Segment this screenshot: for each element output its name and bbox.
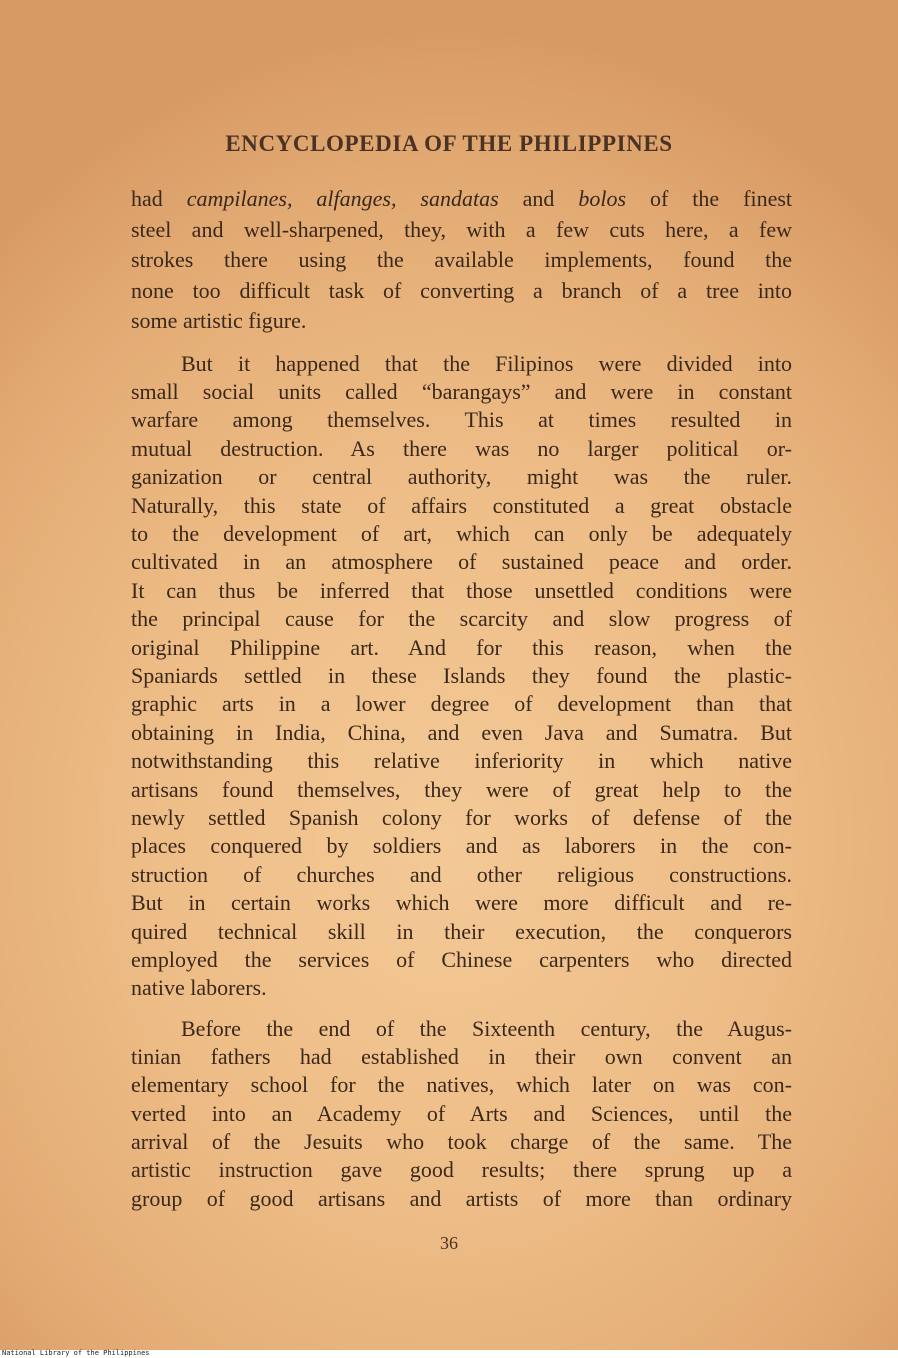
page-number: 36 [440, 1233, 458, 1253]
text-line: strokes there using the available implements, found the [131, 247, 792, 272]
paragraph-1 [131, 184, 792, 337]
text-line: graphic arts in a lower degree of development than that [131, 691, 792, 717]
text-line: But in certain works which were more difficult and re- [131, 890, 792, 916]
paragraph-2 [131, 350, 792, 1003]
text-line: notwithstanding this relative inferiority in which native [131, 748, 792, 774]
text-line: Before the end of the Sixteenth century, the Augus- [181, 1015, 792, 1041]
text-line: verted into an Academy of Arts and Sciences, until the [131, 1100, 792, 1126]
text-line: places conquered by soldiers and as laborers in the con- [131, 833, 792, 859]
text-line: Spaniards settled in these Islands they found the plastic- [131, 662, 792, 688]
text-line: elementary school for the natives, which later on was con- [131, 1072, 792, 1098]
running-head: ENCYCLOPEDIA OF THE PHILIPPINES [225, 131, 673, 156]
text-line: struction of churches and other religious constructions. [131, 861, 792, 887]
italic-bolos: bolos [578, 186, 627, 211]
text-line: cultivated in an atmosphere of sustained peace and order. [131, 549, 792, 575]
text-line: artistic instruction gave good results; there sprung up a [131, 1157, 792, 1183]
paragraph-1-line-1: had campilanes, alfanges, sandatas and bolos of the finest [131, 186, 793, 211]
paragraph-3 [131, 1015, 792, 1213]
text-line: obtaining in India, China, and even Java and Sumatra. But [131, 719, 792, 745]
text-line: native laborers. [131, 975, 267, 1001]
body-text [131, 184, 792, 1213]
text-line: group of good artisans and artists of more than ordinary [131, 1185, 792, 1211]
text-line: some artistic figure. [131, 308, 307, 333]
text-line: mutual destruction. As there was no larger political or- [131, 435, 792, 461]
text-line: steel and well-sharpened, they, with a few cuts here, a few [131, 216, 792, 242]
text-line: warfare among themselves. This at times resulted in [131, 407, 792, 433]
text-line: employed the services of Chinese carpenters who directed [131, 947, 792, 973]
text-line: the principal cause for the scarcity and slow progress of [131, 606, 792, 632]
text-line: Naturally, this state of affairs constituted a great obstacle [131, 492, 792, 518]
text-line: none too difficult task of converting a branch of a tree into [131, 277, 792, 303]
text-line: But it happened that the Filipinos were divided into [181, 350, 792, 376]
text-line: arrival of the Jesuits who took charge of the same. The [131, 1129, 792, 1155]
text-line: original Philippine art. And for this reason, when the [131, 634, 792, 660]
text-line: newly settled Spanish colony for works of defense of the [131, 805, 792, 830]
text-line: ganization or central authority, might was the ruler. [131, 464, 792, 490]
text-line: to the development of art, which can only be adequately [131, 520, 792, 546]
italic-weapon-terms: campilanes, alfanges, sandatas [186, 186, 499, 211]
text-line: small social units called “barangays” and were in constant [131, 378, 792, 404]
text-line: tinian fathers had established in their own convent an [131, 1044, 792, 1070]
library-credit: National Library of the Philippines [2, 1349, 150, 1357]
text-line: artisans found themselves, they were of great help to the [131, 776, 792, 802]
text-line: It can thus be inferred that those unsettled conditions were [131, 577, 792, 603]
text-line: quired technical skill in their execution, the conquerors [131, 918, 792, 944]
